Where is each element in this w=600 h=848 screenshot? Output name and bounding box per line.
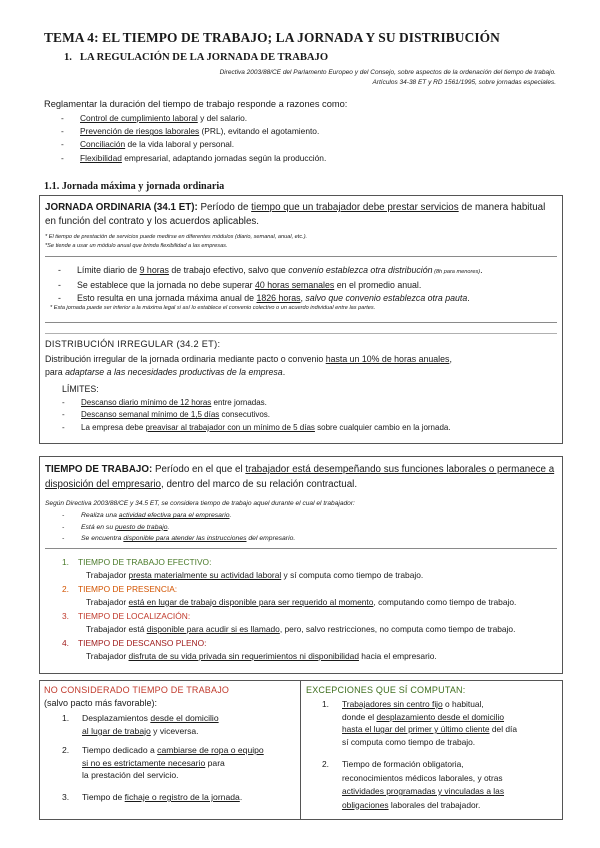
irregular-label: DISTRIBUCIÓN IRREGULAR (34.2 ET): bbox=[45, 339, 221, 349]
list-item: - Está en su puesto de trabajo. bbox=[62, 522, 295, 534]
note: *Se tiende a usar un módulo anual que brinda flexibilidad a las empresas. bbox=[45, 243, 228, 249]
no-considerado-item: 1. Desplazamientos desde el domicilio al lugar de trabajo y viceversa. bbox=[62, 713, 219, 736]
tiempo-type-item: 4. TIEMPO DE DESCANSO PLENO: Trabajador disfruta de su vida privada sin requerimientos ni disponibilidad hacia el empresario. bbox=[62, 637, 557, 662]
intro-text: Reglamentar la duración del tiempo de trabajo responde a razones como: bbox=[44, 99, 348, 109]
type-label: TIEMPO DE DESCANSO PLENO: bbox=[78, 638, 207, 648]
limits-list bbox=[62, 397, 451, 434]
list-item: - Flexibilidad empresarial, adaptando jornadas según la producción. bbox=[61, 152, 326, 165]
note: * El tiempo de prestación de servicios puede medirse en diferentes módulos (diario, semanal, anual, etc.). bbox=[45, 234, 308, 240]
divider bbox=[45, 333, 557, 334]
list-item: - Se establece que la jornada no debe superar 40 horas semanales en el promedio anual. bbox=[58, 279, 483, 292]
column-divider bbox=[300, 680, 301, 820]
list-item: - Conciliación de la vida laboral y personal. bbox=[61, 138, 326, 151]
tiempo-type-item: 1. TIEMPO DE TRABAJO EFECTIVO: Trabajador presta materialmente su actividad laboral y sí computa como tiempo de trabajo. bbox=[62, 556, 557, 581]
divider bbox=[45, 256, 557, 257]
divider bbox=[45, 548, 557, 549]
list-item: - Control de cumplimiento laboral y del salario. bbox=[61, 112, 326, 125]
excepcion-item: 2. Tiempo de formación obligatoria, reconocimientos médicos laborales, y otras actividades programadas y vinculadas a las obligaciones laborales del trabajador. bbox=[322, 759, 505, 810]
list-item: - Descanso diario mínimo de 12 horas entre jornadas. bbox=[62, 397, 451, 409]
list-item: - Esto resulta en una jornada máxima anual de 1826 horas, salvo que convenio establezca otra pauta. bbox=[58, 292, 483, 305]
list-item: - Descanso semanal mínimo de 1,5 días consecutivos. bbox=[62, 409, 451, 421]
tiempo-directiva: Según Directiva 2003/88/CE y 34.5 ET, se considera tiempo de trabajo aquel durante el cual el trabajador: bbox=[45, 500, 355, 507]
type-label: TIEMPO DE LOCALIZACIÓN: bbox=[78, 611, 191, 621]
divider bbox=[45, 322, 557, 323]
no-considerado-item: 3. Tiempo de fichaje o registro de la jornada. bbox=[62, 792, 243, 802]
note: * Esta jornada puede ser inferior a la máxima legal si así lo establece el convenio colectivo o un acuerdo individual entre las partes. bbox=[50, 305, 376, 311]
excepciones-label: EXCEPCIONES QUE SÍ COMPUTAN: bbox=[306, 685, 466, 695]
tiempo-type-item: 3. TIEMPO DE LOCALIZACIÓN: Trabajador está disponible para acudir si es llamado, pero, salvo restricciones, no computa como tiempo de trabajo. bbox=[62, 610, 557, 635]
list-item: - Se encuentra disponible para atender las instrucciones del empresario. bbox=[62, 533, 295, 545]
no-considerado-label: NO CONSIDERADO TIEMPO DE TRABAJO bbox=[44, 685, 230, 695]
conditions-list bbox=[62, 510, 295, 545]
ordinaria-list bbox=[58, 264, 483, 305]
page-title: TEMA 4: EL TIEMPO DE TRABAJO; LA JORNADA Y SU DISTRIBUCIÓN bbox=[44, 30, 500, 45]
no-considerado-sub: (salvo pacto más favorable): bbox=[44, 698, 158, 708]
legal-reference bbox=[56, 68, 556, 88]
list-item: - Prevención de riesgos laborales (PRL), evitando el agotamiento. bbox=[61, 125, 326, 138]
list-item: - Límite diario de 9 horas de trabajo efectivo, salvo que convenio establezca otra distribución (8h para menores). bbox=[58, 264, 483, 279]
excepcion-item: 1. Trabajadores sin centro fijo o habitual, donde el desplazamiento desde el domicilio hasta el lugar del primer y último cliente del día sí computa como tiempo de trabajo. bbox=[322, 699, 518, 747]
list-item: - La empresa debe preavisar al trabajador con un mínimo de 5 días sobre cualquier cambio en la jornada. bbox=[62, 422, 451, 434]
reasons-list bbox=[61, 112, 326, 165]
no-considerado-item: 2. Tiempo dedicado a cambiarse de ropa o equipo si no es estrictamente necesario para la prestación del servicio. bbox=[62, 745, 264, 780]
type-label: TIEMPO DE TRABAJO EFECTIVO: bbox=[78, 557, 212, 567]
tiempo-type-item: 2. TIEMPO DE PRESENCIA: Trabajador está en lugar de trabajo disponible para ser requerido al momento, computando como tiempo de trabajo. bbox=[62, 583, 557, 608]
irregular-definition: Distribución irregular de la jornada ordinaria mediante pacto o convenio hasta un 10% de horas anuales, para adaptarse a las necesidades productivas de la empresa. bbox=[45, 354, 452, 377]
legal-reference-line: Artículos 34-38 ET y RD 1561/1995, sobre jornadas especiales. bbox=[372, 79, 556, 86]
limits-label: LÍMITES: bbox=[62, 384, 99, 394]
tiempo-definition: TIEMPO DE TRABAJO: Período en el que el trabajador está desempeñando sus funciones laborales o permanece a disposición del empresario, dentro del marco de su relación contractual. bbox=[45, 464, 555, 490]
subsection-heading: 1.1. Jornada máxima y jornada ordinaria bbox=[44, 181, 225, 192]
list-item: - Realiza una actividad efectiva para el empresario. bbox=[62, 510, 295, 522]
section-heading: 1. LA REGULACIÓN DE LA JORNADA DE TRABAJO bbox=[64, 52, 329, 63]
legal-reference-line: Directiva 2003/88/CE del Parlamento Europeo y del Consejo, sobre aspectos de la ordenación del tiempo de trabajo. bbox=[219, 69, 556, 76]
type-label: TIEMPO DE PRESENCIA: bbox=[78, 584, 178, 594]
jornada-ordinaria-definition: JORNADA ORDINARIA (34.1 ET): Período de tiempo que un trabajador debe prestar servicios de manera habitual en función del contrato y los acuerdos aplicables. bbox=[45, 202, 546, 227]
